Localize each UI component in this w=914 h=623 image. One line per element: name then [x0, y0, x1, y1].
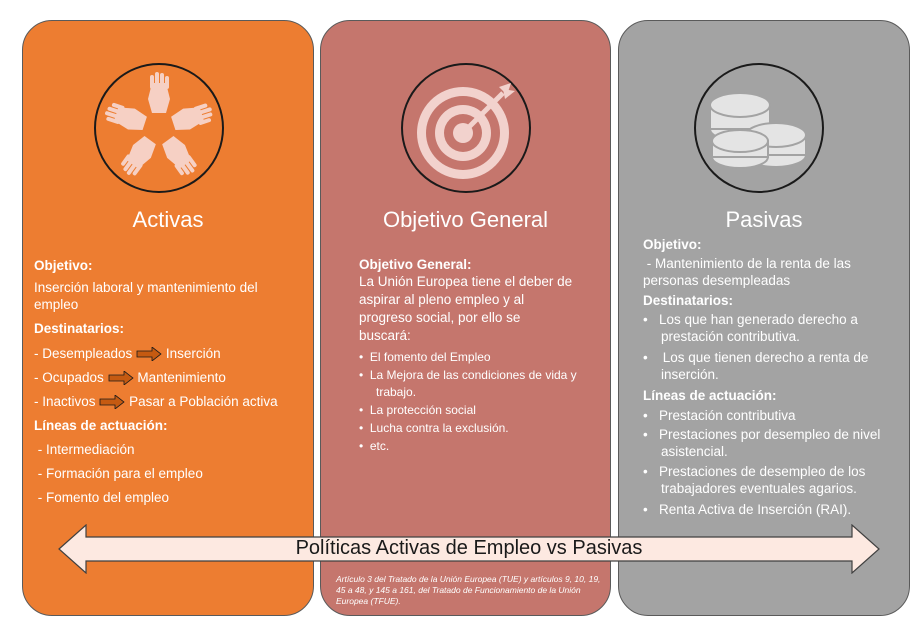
- comparison-banner: [58, 524, 880, 574]
- pasivas-title: Pasivas: [725, 207, 803, 232]
- target-icon: [401, 63, 531, 193]
- banner-label: Políticas Activas de Empleo vs Pasivas: [295, 537, 643, 559]
- destinatario-from: - Desempleados: [34, 346, 133, 361]
- hands-circle-icon: [94, 63, 224, 193]
- activas-destinatario-row: [34, 393, 278, 410]
- objetivo-item: • La Mejora de las condiciones de vida y trabajo.: [359, 368, 577, 399]
- pasivas-linea-item: • Prestación contributiva: [643, 408, 796, 423]
- destinatario-from: - Ocupados: [34, 370, 104, 385]
- arrow-right-icon: [99, 395, 125, 409]
- objetivo-label: Objetivo General:: [359, 257, 472, 272]
- activas-destinatarios-label: Destinatarios:: [34, 321, 125, 336]
- destinatario-from: - Inactivos: [34, 394, 96, 409]
- pasivas-linea-text: Prestaciones por desempleo de nivel asistencial.: [658, 427, 881, 459]
- pasivas-linea-text: Renta Activa de Inserción (RAI).: [658, 502, 852, 517]
- pasivas-destinatario-item: • Los que tienen derecho a renta de inserción.: [643, 350, 873, 382]
- pasivas-linea-item: • Prestaciones por desempleo de nivel asistencial.: [643, 427, 881, 459]
- objetivo-intro: La Unión Europea tiene el deber de aspirar al pleno empleo y al progreso social, por ello se buscará:: [359, 274, 573, 343]
- objetivo-item-text: La protección social: [369, 403, 476, 417]
- pasivas-linea-item: • Prestaciones de desempleo de los trabajadores eventuales agarios.: [643, 464, 866, 496]
- objetivo-item-text: El fomento del Empleo: [369, 350, 491, 364]
- footnote: Artículo 3 del Tratado de la Unión Europea (TUE) y artículos 9, 10, 19, 45 a 48, y 145 a 161, del Tratado de Funcionamiento de la Unión Europea (TFUE).: [336, 574, 601, 606]
- pasivas-linea-text: Prestaciones de desempleo de los trabajadores eventuales agarios.: [658, 464, 866, 496]
- objetivo-title: Objetivo General: [382, 207, 549, 232]
- objetivo-item-text: Lucha contra la exclusión.: [369, 421, 509, 435]
- objetivo-item: • La protección social: [359, 403, 476, 417]
- activas-linea-item: - Intermediación: [34, 442, 135, 457]
- destinatario-to: Pasar a Población activa: [129, 394, 278, 409]
- activas-objetivo-text: Inserción laboral y mantenimiento del empleo: [34, 280, 258, 312]
- pasivas-destinatario-text: Los que tienen derecho a renta de inserción.: [658, 350, 873, 382]
- pasivas-linea-text: Prestación contributiva: [658, 408, 796, 423]
- arrow-right-icon: [136, 347, 162, 361]
- arrow-right-icon: [108, 371, 134, 385]
- destinatario-to: Mantenimiento: [137, 370, 226, 385]
- pasivas-objetivo-label: Objetivo:: [643, 237, 702, 252]
- objetivo-item-text: etc.: [369, 439, 390, 453]
- objetivo-item: • El fomento del Empleo: [359, 350, 491, 364]
- objetivo-item: • Lucha contra la exclusión.: [359, 421, 509, 435]
- coins-icon: [694, 63, 824, 193]
- pasivas-linea-item: • Renta Activa de Inserción (RAI).: [643, 502, 852, 517]
- objetivo-item-text: La Mejora de las condiciones de vida y trabajo.: [369, 368, 577, 399]
- pasivas-destinatarios-label: Destinatarios:: [643, 293, 734, 308]
- pasivas-destinatario-item: • Los que han generado derecho a prestación contributiva.: [643, 312, 858, 344]
- activas-linea-item: - Fomento del empleo: [34, 490, 170, 505]
- activas-title: Activas: [132, 207, 204, 232]
- activas-objetivo-label: Objetivo:: [34, 258, 93, 273]
- pasivas-objetivo-text: - Mantenimiento de la renta de las personas desempleadas: [643, 256, 855, 288]
- pasivas-destinatario-text: Los que han generado derecho a prestación contributiva.: [658, 312, 858, 344]
- pasivas-lineas-label: Líneas de actuación:: [643, 388, 777, 403]
- activas-linea-item: - Formación para el empleo: [34, 466, 203, 481]
- destinatario-to: Inserción: [165, 346, 221, 361]
- objetivo-item: • etc.: [359, 439, 390, 453]
- activas-lineas-label: Líneas de actuación:: [34, 418, 168, 433]
- activas-destinatario-row: [34, 369, 226, 386]
- activas-destinatario-row: [34, 345, 221, 362]
